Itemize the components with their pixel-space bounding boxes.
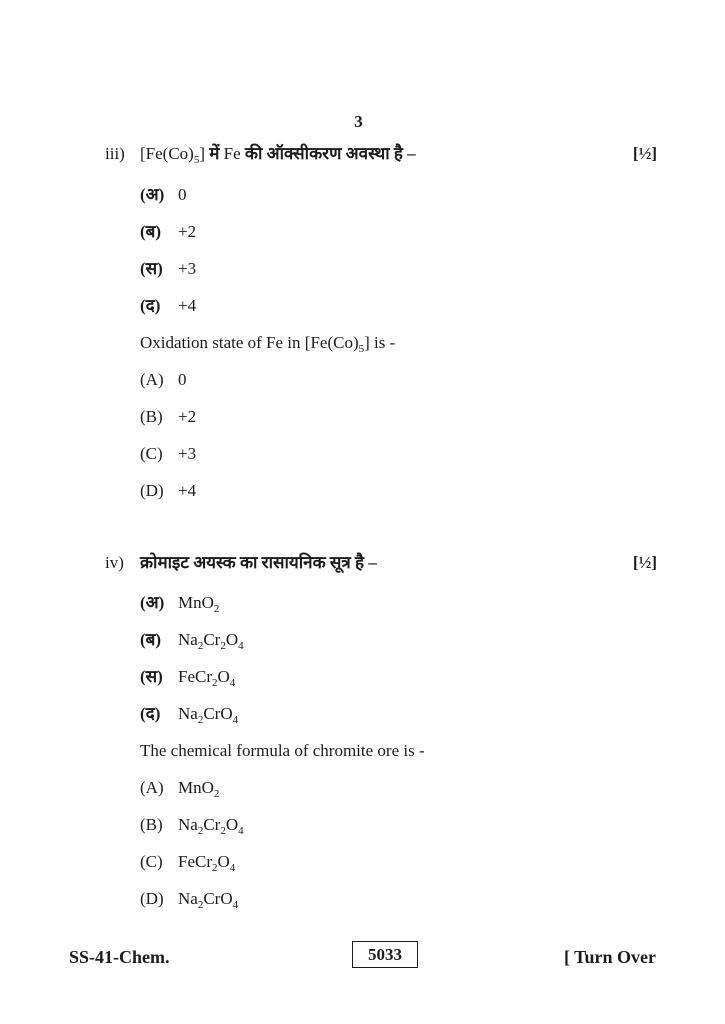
option-letter: (ब) <box>140 222 162 241</box>
element-symbol: Fe <box>223 144 241 163</box>
option-row-iv-en-d <box>140 887 657 911</box>
question-iv-english-text: The chemical formula of chromite ore is - <box>140 741 425 760</box>
option-row-iii-hi-d <box>140 294 657 318</box>
option-value: +3 <box>178 444 197 463</box>
option-letter: (C) <box>140 852 163 871</box>
option-value: 0 <box>178 370 187 389</box>
option-letter: (A) <box>140 370 164 389</box>
option-letter: (द) <box>140 296 161 315</box>
option-row-iv-hi-c <box>140 665 657 689</box>
option-letter: (D) <box>140 889 164 908</box>
option-letter: (B) <box>140 407 163 426</box>
option-value: +4 <box>178 481 197 500</box>
option-letter: (स) <box>140 667 163 686</box>
question-iii-label: iii) <box>105 144 125 163</box>
option-value: $FeCr_2O_4$ <box>178 667 236 689</box>
option-value: $Na_2Cr_2O_4$ <box>178 815 244 837</box>
option-value: 0 <box>178 185 187 204</box>
option-row-iv-hi-b <box>140 628 657 652</box>
hindi-word: में <box>209 144 220 163</box>
option-value: MnO$_2$ <box>178 778 220 800</box>
question-iii-header <box>105 141 657 167</box>
option-value: +2 <box>178 407 197 426</box>
option-letter: (अ) <box>140 185 165 204</box>
question-iii-english-text: Oxidation state of Fe in $[Fe(Co)_5]$ is - <box>140 333 396 355</box>
option-row-iv-hi-a <box>140 591 657 615</box>
option-letter: (अ) <box>140 593 165 612</box>
option-letter: (द) <box>140 704 161 723</box>
option-row-iii-en-c <box>140 442 657 466</box>
option-value: $FeCr_2O_4$ <box>178 852 236 874</box>
hindi-phrase: की ऑक्सीकरण अवस्था है – <box>244 144 416 163</box>
option-row-iii-en-a <box>140 368 657 392</box>
formula-fe-co5: $[Fe(Co)_5]$ <box>140 144 205 166</box>
option-letter: (D) <box>140 481 164 500</box>
option-value: $Na_2CrO_4$ <box>178 704 239 726</box>
option-row-iv-en-c <box>140 850 657 874</box>
question-iv-label: iv) <box>105 553 124 572</box>
option-value: MnO$_2$ <box>178 593 220 615</box>
question-iii-hindi-text <box>140 141 416 167</box>
question-iv-header <box>105 550 657 576</box>
option-value: $Na_2CrO_4$ <box>178 889 239 911</box>
option-row-iii-hi-b <box>140 220 657 244</box>
question-iv-marks: [½] <box>632 553 657 572</box>
turn-over-label: [ Turn Over <box>563 947 656 967</box>
option-value: $Na_2Cr_2O_4$ <box>178 630 244 652</box>
question-iii-marks: [½] <box>632 144 657 163</box>
option-letter: (B) <box>140 815 163 834</box>
option-row-iii-hi-a <box>140 183 657 207</box>
option-letter: (ब) <box>140 630 162 649</box>
page-number: 3 <box>354 112 363 131</box>
option-row-iv-en-b <box>140 813 657 837</box>
paper-code: SS-41-Chem. <box>69 947 170 967</box>
option-letter: (C) <box>140 444 163 463</box>
option-value: +3 <box>178 259 197 278</box>
option-value: +4 <box>178 296 197 315</box>
option-row-iii-hi-c <box>140 257 657 281</box>
option-letter: (A) <box>140 778 164 797</box>
option-row-iv-en-a <box>140 776 657 800</box>
page-footer <box>0 941 725 975</box>
option-value: +2 <box>178 222 197 241</box>
option-row-iii-en-b <box>140 405 657 429</box>
option-row-iii-en-d <box>140 479 657 503</box>
option-letter: (स) <box>140 259 163 278</box>
question-iv-hindi-text: क्रोमाइट अयस्क का रासायनिक सूत्र है – <box>140 553 377 572</box>
option-row-iv-hi-d <box>140 702 657 726</box>
center-number-box: 5033 <box>352 941 418 968</box>
page-content <box>105 141 657 924</box>
